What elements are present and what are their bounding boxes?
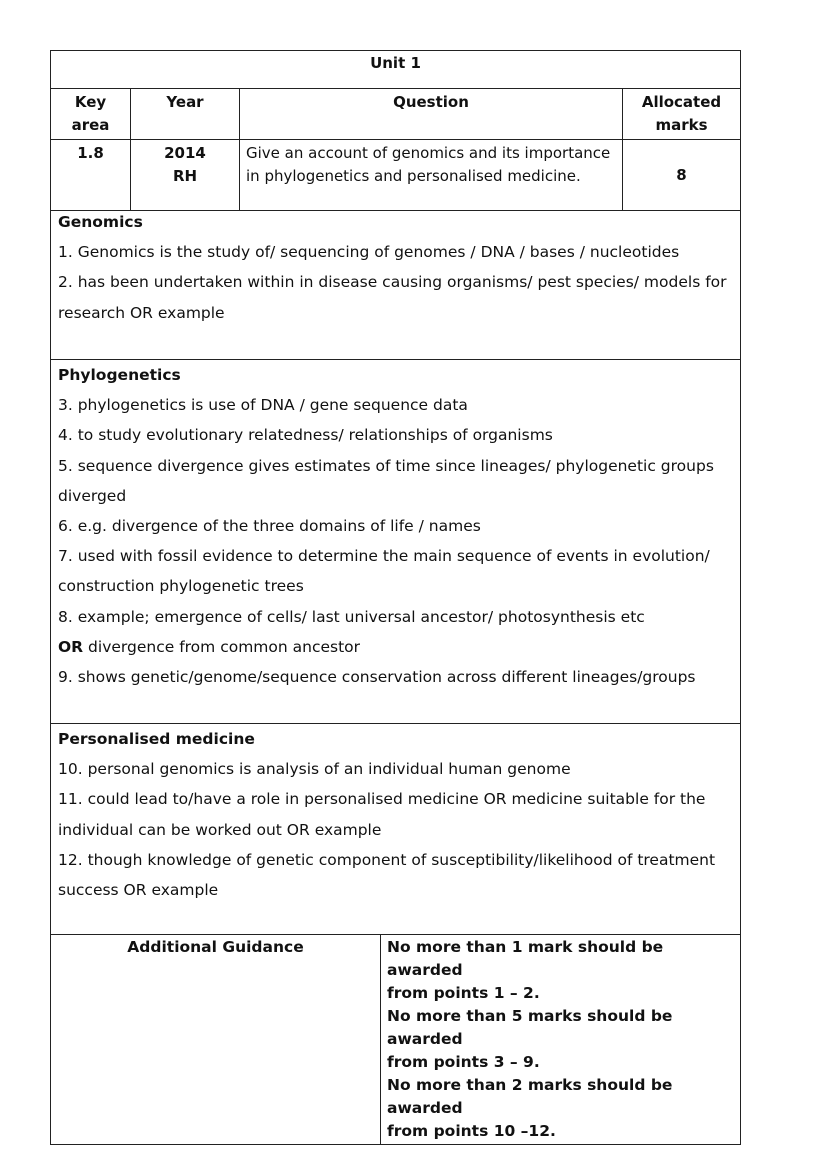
answer-line: 1. Genomics is the study of/ sequencing of genomes / DNA / bases / nucleotides <box>58 243 680 262</box>
unit-title: Unit 1 <box>370 54 421 72</box>
answer-line: 9. shows genetic/genome/sequence conservation across different lineages/groups <box>58 668 696 687</box>
guidance-line: from points 3 – 9. <box>387 1053 540 1071</box>
answer-line: success OR example <box>58 881 219 900</box>
section-heading: Genomics <box>58 213 143 231</box>
year-header: Year <box>131 89 240 140</box>
guidance-row <box>51 935 741 1145</box>
marks-value: 8 <box>623 140 741 211</box>
answer-line: 11. could lead to/have a role in personalised medicine OR medicine suitable for the <box>58 790 706 809</box>
answer-line: 3. phylogenetics is use of DNA / gene sequence data <box>58 396 468 415</box>
phylogenetics-section <box>50 359 741 724</box>
genomics-section <box>50 207 741 360</box>
question-header: Question <box>240 89 623 140</box>
marks-header: Allocated marks <box>623 89 741 140</box>
answer-line: diverged <box>58 486 127 505</box>
answer-line: research OR example <box>58 303 225 322</box>
question-row <box>51 140 741 211</box>
answer-line: construction phylogenetic trees <box>58 577 304 596</box>
guidance-text <box>381 935 741 1145</box>
section-heading: Personalised medicine <box>58 730 255 748</box>
key-area-header: Key area <box>51 89 131 140</box>
or-text: divergence from common ancestor <box>83 637 361 656</box>
answer-line: 4. to study evolutionary relatedness/ relationships of organisms <box>58 426 553 445</box>
guidance-line: from points 1 – 2. <box>387 984 540 1002</box>
guidance-line: from points 10 –12. <box>387 1122 556 1140</box>
answer-line: 5. sequence divergence gives estimates of time since lineages/ phylogenetic groups <box>58 456 714 475</box>
answer-line: 7. used with fossil evidence to determine the main sequence of events in evolution/ <box>58 547 710 566</box>
guidance-line: No more than 1 mark should be awarded <box>387 938 664 979</box>
additional-guidance-table <box>50 934 741 1145</box>
or-label: OR <box>58 637 84 656</box>
level-code: RH <box>172 167 198 185</box>
year-value <box>131 140 240 211</box>
question-line: Give an account of genomics and its importance <box>246 144 611 162</box>
guidance-line: No more than 5 marks should be awarded <box>387 1007 673 1048</box>
question-header-table <box>50 88 741 211</box>
guidance-label: Additional Guidance <box>51 935 381 1145</box>
header-row <box>51 89 741 140</box>
question-text <box>240 140 623 211</box>
answer-line <box>58 632 733 662</box>
answer-line: 6. e.g. divergence of the three domains of life / names <box>58 517 481 536</box>
year-number: 2014 <box>164 144 206 162</box>
question-line: in phylogenetics and personalised medicine. <box>246 167 581 185</box>
key-area-value: 1.8 <box>51 140 131 211</box>
answer-line: 2. has been undertaken within in disease causing organisms/ pest species/ models for <box>58 273 727 292</box>
answer-line: 8. example; emergence of cells/ last universal ancestor/ photosynthesis etc <box>58 607 645 626</box>
section-heading: Phylogenetics <box>58 366 181 384</box>
unit-title-row <box>50 50 741 88</box>
answer-line: individual can be worked out OR example <box>58 820 382 839</box>
answer-line: 10. personal genomics is analysis of an individual human genome <box>58 760 571 779</box>
answer-line: 12. though knowledge of genetic component of susceptibility/likelihood of treatment <box>58 850 716 869</box>
personalised-medicine-section <box>50 723 741 935</box>
guidance-line: No more than 2 marks should be awarded <box>387 1076 673 1117</box>
